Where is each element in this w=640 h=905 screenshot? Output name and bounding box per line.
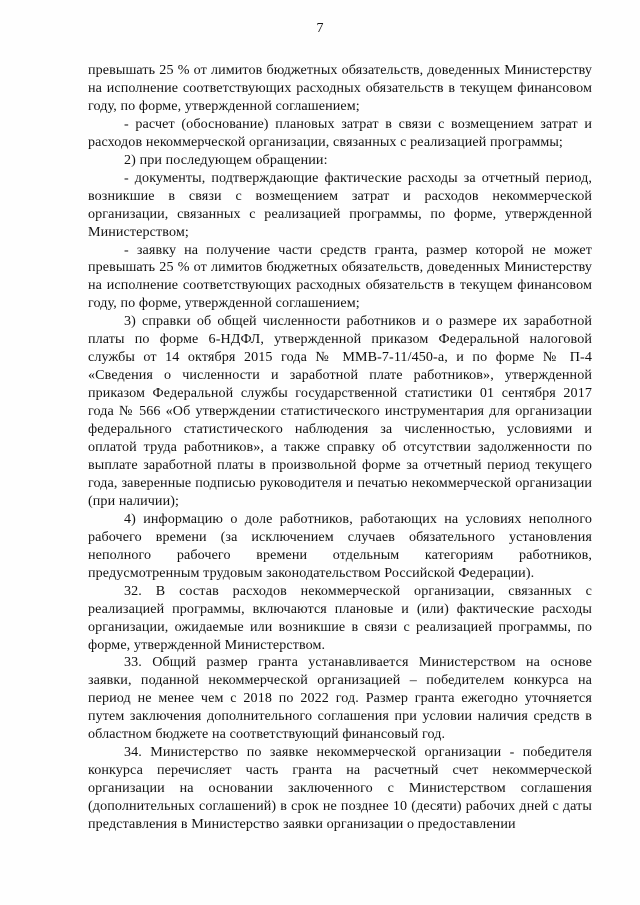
paragraph: 3) справки об общей численности работников и о размере их заработной платы по форме 6-НДФЛ, утвержденной приказом Федеральной налоговой службы от 14 октября 2015 года № ММВ-7-11/450-а, и по форме № П-4 «Сведения о численности и заработной плате работников», утвержденной приказом Федеральной службы государственной статистики 01 сентября 2017 года № 566 «Об утверждении статистического инструментария для организации федерального статистического наблюдения за численностью, условиями и оплатой труда работников», а также справку об отсутствии задолженности по выплате заработной платы в произвольной форме за отчетный период текущего года, заверенные подписью руководителя и печатью некоммерческой организации (при наличии); <box>88 313 592 509</box>
page-number: 7 <box>316 21 324 36</box>
paragraph: - расчет (обоснование) плановых затрат в связи с возмещением затрат и расходов некоммерческой организации, связанных с реализацией программы; <box>88 115 592 150</box>
paragraph: 33. Общий размер гранта устанавливается Министерством на основе заявки, поданной некоммерческой организацией – победителем конкурса на период не менее чем с 2018 по 2022 год. Размер гранта ежегодно уточняется путем заключения дополнительного соглашения при условии наличия средств в областном бюджете на соответствующий финансовый год. <box>88 654 592 743</box>
paragraph: 4) информацию о доле работников, работающих на условиях неполного рабочего времени (за исключением случаев обязательного установления неполного рабочего времени отдельным категориям работников, предусмотренным трудовым законодательством Российской Федерации). <box>88 510 592 581</box>
paragraph: превышать 25 % от лимитов бюджетных обязательств, доведенных Министерству на исполнение соответствующих расходных обязательств в текущем финансовом году, по форме, утвержденной соглашением; <box>88 62 592 114</box>
document-body <box>88 62 592 834</box>
paragraph: - документы, подтверждающие фактические расходы за отчетный период, возникшие в связи с возмещением затрат и расходов некоммерческой организации, связанных с реализацией программы, по форме, утвержденной Министерством; <box>88 169 592 240</box>
paragraph: 34. Министерство по заявке некоммерческой организации - победителя конкурса перечисляет часть гранта на расчетный счет некоммерческой организации на основании заключенного с Министерством соглашения (дополнительных соглашений) в срок не позднее 10 (десяти) рабочих дней с даты представления в Министерство заявки организации о предоставлении <box>88 744 592 833</box>
paragraph: - заявку на получение части средств гранта, размер которой не может превышать 25 % от лимитов бюджетных обязательств, доведенных Министерству на исполнение соответствующих расходных обязательств в текущем финансовом году, по форме, утвержденной соглашением; <box>88 241 592 312</box>
paragraph: 32. В состав расходов некоммерческой организации, связанных с реализацией программы, включаются плановые и (или) фактические расходы организации, ожидаемые или возникшие в связи с реализацией программы, по форме, утвержденной Министерством. <box>88 582 592 653</box>
paragraph: 2) при последующем обращении: <box>124 151 328 168</box>
